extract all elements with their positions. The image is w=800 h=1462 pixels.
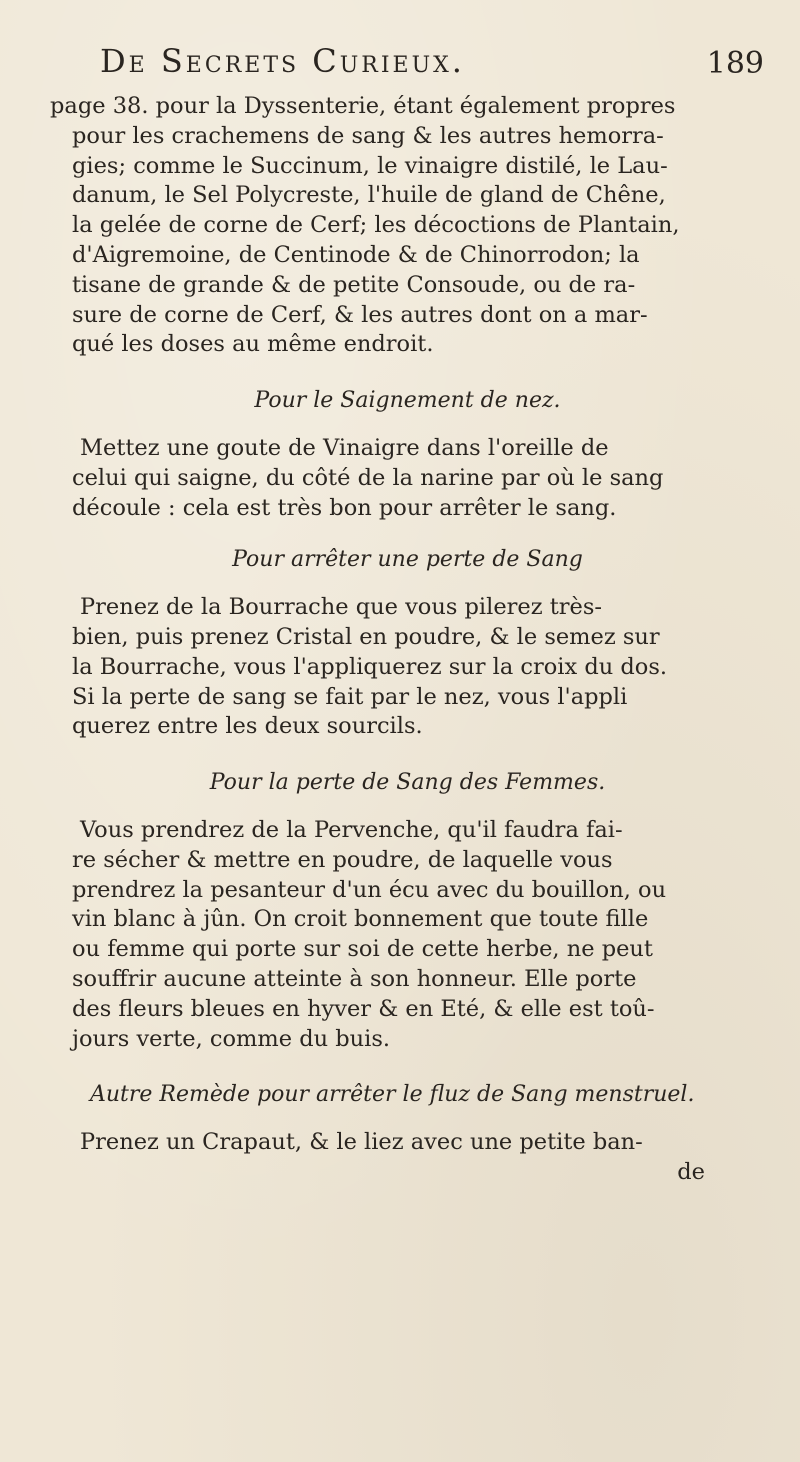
section-heading-menstrual: Autre Remède pour arrêter le fluz de Sang menstruel.: [90, 1082, 695, 1108]
section-body-blood-loss: [50, 593, 765, 742]
text-line: qué les doses au même endroit.: [72, 331, 434, 358]
running-head: De Secrets Curieux.: [100, 42, 465, 80]
section-heading-women: Pour la perte de Sang des Femmes.: [209, 770, 606, 796]
text-line: des fleurs bleues en hyver & en Eté, & elle est toû-: [72, 995, 655, 1022]
section-body-women: [50, 816, 765, 1054]
text-line: découle : cela est très bon pour arrêter le sang.: [72, 494, 617, 521]
text-line: Mettez une goute de Vinaigre dans l'oreille de: [80, 434, 609, 461]
page-number: 189: [706, 46, 764, 81]
text-line: sure de corne de Cerf, & les autres dont on a mar-: [72, 301, 648, 328]
text-line: page 38. pour la Dyssenterie, étant également propres: [50, 93, 676, 119]
text-line: la gelée de corne de Cerf; les décoctions de Plantain,: [72, 212, 680, 239]
text-line: pour les crachemens de sang & les autres hemorra-: [72, 122, 664, 149]
text-line: Prenez un Crapaut, & le liez avec une petite ban-: [80, 1129, 643, 1156]
paragraph-continued: [50, 92, 765, 360]
text-line: re sécher & mettre en poudre, de laquelle vous: [72, 846, 613, 873]
text-line: gies; comme le Succinum, le vinaigre distilé, le Lau-: [72, 152, 668, 179]
text-line: jours verte, comme du buis.: [72, 1025, 391, 1052]
page-header: [100, 42, 764, 88]
text-line: ou femme qui porte sur soi de cette herbe, ne peut: [72, 936, 653, 963]
text-line: querez entre les deux sourcils.: [72, 713, 423, 740]
text-line: danum, le Sel Polycreste, l'huile de gland de Chêne,: [72, 182, 666, 209]
text-line: tisane de grande & de petite Consoude, ou de ra-: [72, 271, 636, 298]
text-line: la Bourrache, vous l'appliquerez sur la croix du dos.: [72, 653, 668, 680]
text-line: bien, puis prenez Cristal en poudre, & le semez sur: [72, 623, 660, 650]
text-line: d'Aigremoine, de Centinode & de Chinorrodon; la: [72, 241, 640, 268]
section-heading-blood-loss: Pour arrêter une perte de Sang: [232, 547, 583, 573]
section-body-nosebleed: [50, 434, 765, 523]
page-body: [50, 92, 765, 1188]
text-line: Prenez de la Bourrache que vous pilerez très-: [80, 594, 602, 621]
text-line: vin blanc à jûn. On croit bonnement que toute fille: [72, 906, 649, 933]
catchword: de: [677, 1158, 705, 1185]
text-line: celui qui saigne, du côté de la narine par où le sang: [72, 464, 664, 491]
text-line: Vous prendrez de la Pervenche, qu'il faudra fai-: [80, 816, 623, 843]
section-body-menstrual: [50, 1128, 765, 1188]
text-line: Si la perte de sang se fait par le nez, vous l'appli: [72, 683, 628, 710]
text-line: prendrez la pesanteur d'un écu avec du bouillon, ou: [72, 876, 667, 903]
text-line: souffrir aucune atteinte à son honneur. Elle porte: [72, 965, 637, 992]
section-heading-nosebleed: Pour le Saignement de nez.: [254, 388, 561, 414]
